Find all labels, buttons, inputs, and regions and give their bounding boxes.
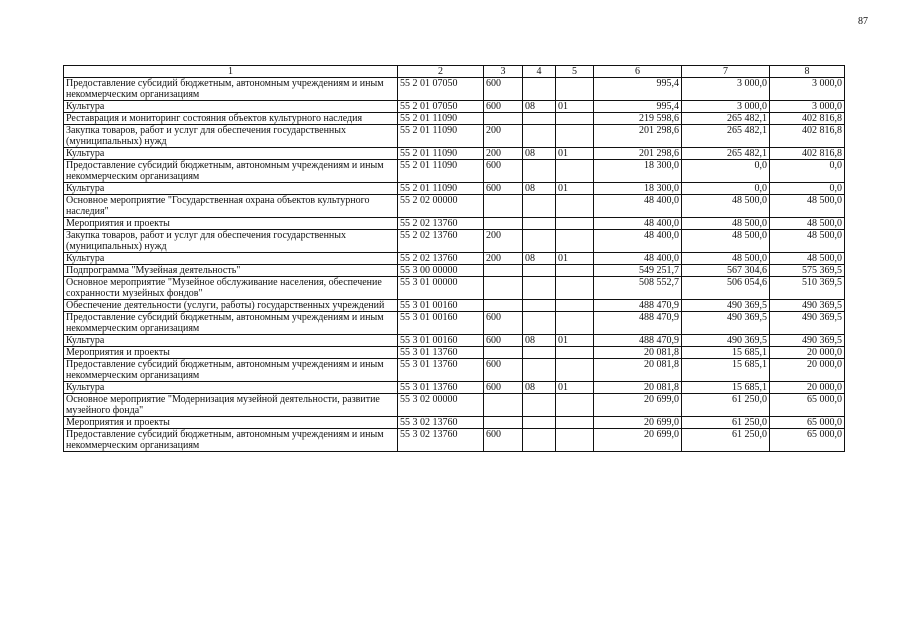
table-row xyxy=(64,417,845,429)
table-row xyxy=(64,312,845,335)
table-row xyxy=(64,125,845,148)
amount-col-8: 20 000,0 xyxy=(770,347,845,359)
amount-col-7: 490 369,5 xyxy=(682,335,770,347)
amount-col-6: 20 699,0 xyxy=(594,394,682,417)
expense-type xyxy=(484,417,523,429)
table-row xyxy=(64,394,845,417)
header-cell: 6 xyxy=(594,66,682,78)
target-code: 55 2 01 11090 xyxy=(398,113,484,125)
subsection: 01 xyxy=(556,335,594,347)
subsection xyxy=(556,277,594,300)
expense-type xyxy=(484,218,523,230)
amount-col-8: 20 000,0 xyxy=(770,382,845,394)
subsection: 01 xyxy=(556,183,594,195)
table-row xyxy=(64,253,845,265)
target-code: 55 2 01 11090 xyxy=(398,125,484,148)
table-row xyxy=(64,78,845,101)
table-row xyxy=(64,113,845,125)
section xyxy=(523,160,556,183)
amount-col-8: 48 500,0 xyxy=(770,195,845,218)
subsection xyxy=(556,160,594,183)
amount-col-6: 488 470,9 xyxy=(594,300,682,312)
table-row xyxy=(64,101,845,113)
amount-col-7: 0,0 xyxy=(682,183,770,195)
header-cell: 7 xyxy=(682,66,770,78)
section xyxy=(523,312,556,335)
amount-col-8: 3 000,0 xyxy=(770,101,845,113)
row-name: Предоставление субсидий бюджетным, автономным учреждениям и иным некоммерческим организациям xyxy=(64,429,398,452)
table-row xyxy=(64,347,845,359)
subsection xyxy=(556,347,594,359)
target-code: 55 3 01 00160 xyxy=(398,335,484,347)
subsection: 01 xyxy=(556,101,594,113)
amount-col-7: 506 054,6 xyxy=(682,277,770,300)
expense-type xyxy=(484,394,523,417)
subsection xyxy=(556,429,594,452)
row-name: Закупка товаров, работ и услуг для обеспечения государственных (муниципальных) нужд xyxy=(64,125,398,148)
amount-col-6: 508 552,7 xyxy=(594,277,682,300)
expense-type xyxy=(484,347,523,359)
amount-col-6: 18 300,0 xyxy=(594,183,682,195)
target-code: 55 3 01 13760 xyxy=(398,359,484,382)
amount-col-8: 20 000,0 xyxy=(770,359,845,382)
table-row xyxy=(64,335,845,347)
amount-col-8: 402 816,8 xyxy=(770,113,845,125)
header-cell: 1 xyxy=(64,66,398,78)
expense-type: 200 xyxy=(484,148,523,160)
expense-type xyxy=(484,277,523,300)
amount-col-8: 48 500,0 xyxy=(770,253,845,265)
subsection xyxy=(556,312,594,335)
row-name: Мероприятия и проекты xyxy=(64,218,398,230)
amount-col-8: 48 500,0 xyxy=(770,230,845,253)
row-name: Предоставление субсидий бюджетным, автономным учреждениям и иным некоммерческим организациям xyxy=(64,359,398,382)
amount-col-6: 20 081,8 xyxy=(594,347,682,359)
amount-col-8: 48 500,0 xyxy=(770,218,845,230)
amount-col-6: 549 251,7 xyxy=(594,265,682,277)
amount-col-7: 490 369,5 xyxy=(682,300,770,312)
row-name: Предоставление субсидий бюджетным, автономным учреждениям и иным некоммерческим организациям xyxy=(64,312,398,335)
table-row xyxy=(64,265,845,277)
row-name: Культура xyxy=(64,253,398,265)
amount-col-7: 265 482,1 xyxy=(682,125,770,148)
table-row xyxy=(64,148,845,160)
section: 08 xyxy=(523,101,556,113)
amount-col-7: 48 500,0 xyxy=(682,195,770,218)
amount-col-7: 490 369,5 xyxy=(682,312,770,335)
amount-col-7: 567 304,6 xyxy=(682,265,770,277)
row-name: Предоставление субсидий бюджетным, автономным учреждениям и иным некоммерческим организациям xyxy=(64,160,398,183)
target-code: 55 3 01 00160 xyxy=(398,312,484,335)
row-name: Основное мероприятие "Государственная охрана объектов культурного наследия" xyxy=(64,195,398,218)
amount-col-7: 15 685,1 xyxy=(682,382,770,394)
amount-col-6: 995,4 xyxy=(594,101,682,113)
section xyxy=(523,125,556,148)
amount-col-8: 65 000,0 xyxy=(770,394,845,417)
row-name: Реставрация и мониторинг состояния объектов культурного наследия xyxy=(64,113,398,125)
target-code: 55 3 01 00160 xyxy=(398,300,484,312)
amount-col-7: 61 250,0 xyxy=(682,394,770,417)
section xyxy=(523,417,556,429)
expense-type: 200 xyxy=(484,125,523,148)
row-name: Предоставление субсидий бюджетным, автономным учреждениям и иным некоммерческим организациям xyxy=(64,78,398,101)
row-name: Обеспечение деятельности (услуги, работы) государственных учреждений xyxy=(64,300,398,312)
amount-col-8: 0,0 xyxy=(770,183,845,195)
target-code: 55 3 02 00000 xyxy=(398,394,484,417)
subsection xyxy=(556,300,594,312)
expense-type: 600 xyxy=(484,382,523,394)
expense-type xyxy=(484,113,523,125)
target-code: 55 2 01 11090 xyxy=(398,148,484,160)
amount-col-6: 20 081,8 xyxy=(594,382,682,394)
amount-col-7: 265 482,1 xyxy=(682,113,770,125)
amount-col-6: 488 470,9 xyxy=(594,335,682,347)
header-cell: 4 xyxy=(523,66,556,78)
table-row xyxy=(64,183,845,195)
table-row xyxy=(64,429,845,452)
target-code: 55 3 02 13760 xyxy=(398,417,484,429)
subsection xyxy=(556,230,594,253)
amount-col-8: 490 369,5 xyxy=(770,312,845,335)
subsection: 01 xyxy=(556,253,594,265)
subsection: 01 xyxy=(556,148,594,160)
expense-type: 600 xyxy=(484,101,523,113)
section: 08 xyxy=(523,382,556,394)
subsection xyxy=(556,78,594,101)
target-code: 55 2 02 13760 xyxy=(398,218,484,230)
amount-col-6: 201 298,6 xyxy=(594,148,682,160)
amount-col-6: 488 470,9 xyxy=(594,312,682,335)
table-row xyxy=(64,218,845,230)
expense-type: 600 xyxy=(484,429,523,452)
expense-type xyxy=(484,195,523,218)
amount-col-6: 219 598,6 xyxy=(594,113,682,125)
subsection: 01 xyxy=(556,382,594,394)
amount-col-6: 48 400,0 xyxy=(594,253,682,265)
amount-col-6: 20 081,8 xyxy=(594,359,682,382)
section xyxy=(523,359,556,382)
amount-col-6: 48 400,0 xyxy=(594,218,682,230)
header-row xyxy=(64,66,845,78)
subsection xyxy=(556,125,594,148)
amount-col-6: 48 400,0 xyxy=(594,195,682,218)
amount-col-7: 48 500,0 xyxy=(682,218,770,230)
amount-col-6: 995,4 xyxy=(594,78,682,101)
target-code: 55 2 01 07050 xyxy=(398,101,484,113)
amount-col-8: 65 000,0 xyxy=(770,429,845,452)
amount-col-8: 402 816,8 xyxy=(770,125,845,148)
amount-col-7: 15 685,1 xyxy=(682,347,770,359)
expense-type: 200 xyxy=(484,253,523,265)
section xyxy=(523,394,556,417)
expense-type: 600 xyxy=(484,78,523,101)
amount-col-8: 3 000,0 xyxy=(770,78,845,101)
amount-col-7: 265 482,1 xyxy=(682,148,770,160)
section xyxy=(523,230,556,253)
amount-col-7: 48 500,0 xyxy=(682,253,770,265)
table-row xyxy=(64,195,845,218)
amount-col-6: 48 400,0 xyxy=(594,230,682,253)
target-code: 55 3 01 13760 xyxy=(398,382,484,394)
row-name: Культура xyxy=(64,101,398,113)
amount-col-8: 490 369,5 xyxy=(770,300,845,312)
amount-col-8: 402 816,8 xyxy=(770,148,845,160)
amount-col-8: 0,0 xyxy=(770,160,845,183)
subsection xyxy=(556,113,594,125)
amount-col-7: 15 685,1 xyxy=(682,359,770,382)
subsection xyxy=(556,195,594,218)
section xyxy=(523,113,556,125)
subsection xyxy=(556,218,594,230)
target-code: 55 2 02 13760 xyxy=(398,253,484,265)
amount-col-6: 201 298,6 xyxy=(594,125,682,148)
row-name: Закупка товаров, работ и услуг для обеспечения государственных (муниципальных) нужд xyxy=(64,230,398,253)
header-cell: 3 xyxy=(484,66,523,78)
page-number: 87 xyxy=(858,16,868,27)
section xyxy=(523,347,556,359)
table-row xyxy=(64,382,845,394)
amount-col-8: 575 369,5 xyxy=(770,265,845,277)
section xyxy=(523,277,556,300)
target-code: 55 2 01 11090 xyxy=(398,183,484,195)
amount-col-7: 3 000,0 xyxy=(682,101,770,113)
target-code: 55 2 02 13760 xyxy=(398,230,484,253)
table-row xyxy=(64,359,845,382)
row-name: Мероприятия и проекты xyxy=(64,347,398,359)
table-row xyxy=(64,230,845,253)
header-cell: 8 xyxy=(770,66,845,78)
expense-type: 200 xyxy=(484,230,523,253)
target-code: 55 2 02 00000 xyxy=(398,195,484,218)
section: 08 xyxy=(523,183,556,195)
section xyxy=(523,218,556,230)
target-code: 55 2 01 07050 xyxy=(398,78,484,101)
target-code: 55 3 02 13760 xyxy=(398,429,484,452)
amount-col-8: 490 369,5 xyxy=(770,335,845,347)
amount-col-6: 20 699,0 xyxy=(594,417,682,429)
expense-type: 600 xyxy=(484,160,523,183)
amount-col-7: 3 000,0 xyxy=(682,78,770,101)
target-code: 55 3 00 00000 xyxy=(398,265,484,277)
subsection xyxy=(556,417,594,429)
expense-type: 600 xyxy=(484,359,523,382)
row-name: Культура xyxy=(64,148,398,160)
amount-col-7: 61 250,0 xyxy=(682,429,770,452)
section xyxy=(523,78,556,101)
subsection xyxy=(556,394,594,417)
header-cell: 5 xyxy=(556,66,594,78)
budget-table xyxy=(63,65,845,452)
section xyxy=(523,300,556,312)
row-name: Подпрограмма "Музейная деятельность" xyxy=(64,265,398,277)
section: 08 xyxy=(523,253,556,265)
section: 08 xyxy=(523,335,556,347)
amount-col-7: 61 250,0 xyxy=(682,417,770,429)
amount-col-6: 18 300,0 xyxy=(594,160,682,183)
expense-type: 600 xyxy=(484,335,523,347)
expense-type: 600 xyxy=(484,183,523,195)
target-code: 55 3 01 00000 xyxy=(398,277,484,300)
row-name: Культура xyxy=(64,335,398,347)
expense-type: 600 xyxy=(484,312,523,335)
subsection xyxy=(556,359,594,382)
expense-type xyxy=(484,300,523,312)
target-code: 55 3 01 13760 xyxy=(398,347,484,359)
target-code: 55 2 01 11090 xyxy=(398,160,484,183)
table-row xyxy=(64,277,845,300)
row-name: Основное мероприятие "Модернизация музейной деятельности, развитие музейного фонда" xyxy=(64,394,398,417)
amount-col-7: 48 500,0 xyxy=(682,230,770,253)
amount-col-8: 510 369,5 xyxy=(770,277,845,300)
row-name: Мероприятия и проекты xyxy=(64,417,398,429)
section: 08 xyxy=(523,148,556,160)
section xyxy=(523,429,556,452)
subsection xyxy=(556,265,594,277)
row-name: Культура xyxy=(64,183,398,195)
amount-col-8: 65 000,0 xyxy=(770,417,845,429)
amount-col-7: 0,0 xyxy=(682,160,770,183)
table-row xyxy=(64,160,845,183)
section xyxy=(523,265,556,277)
row-name: Культура xyxy=(64,382,398,394)
row-name: Основное мероприятие "Музейное обслуживание населения, обеспечение сохранности музейных фондов" xyxy=(64,277,398,300)
header-cell: 2 xyxy=(398,66,484,78)
expense-type xyxy=(484,265,523,277)
section xyxy=(523,195,556,218)
amount-col-6: 20 699,0 xyxy=(594,429,682,452)
table-row xyxy=(64,300,845,312)
